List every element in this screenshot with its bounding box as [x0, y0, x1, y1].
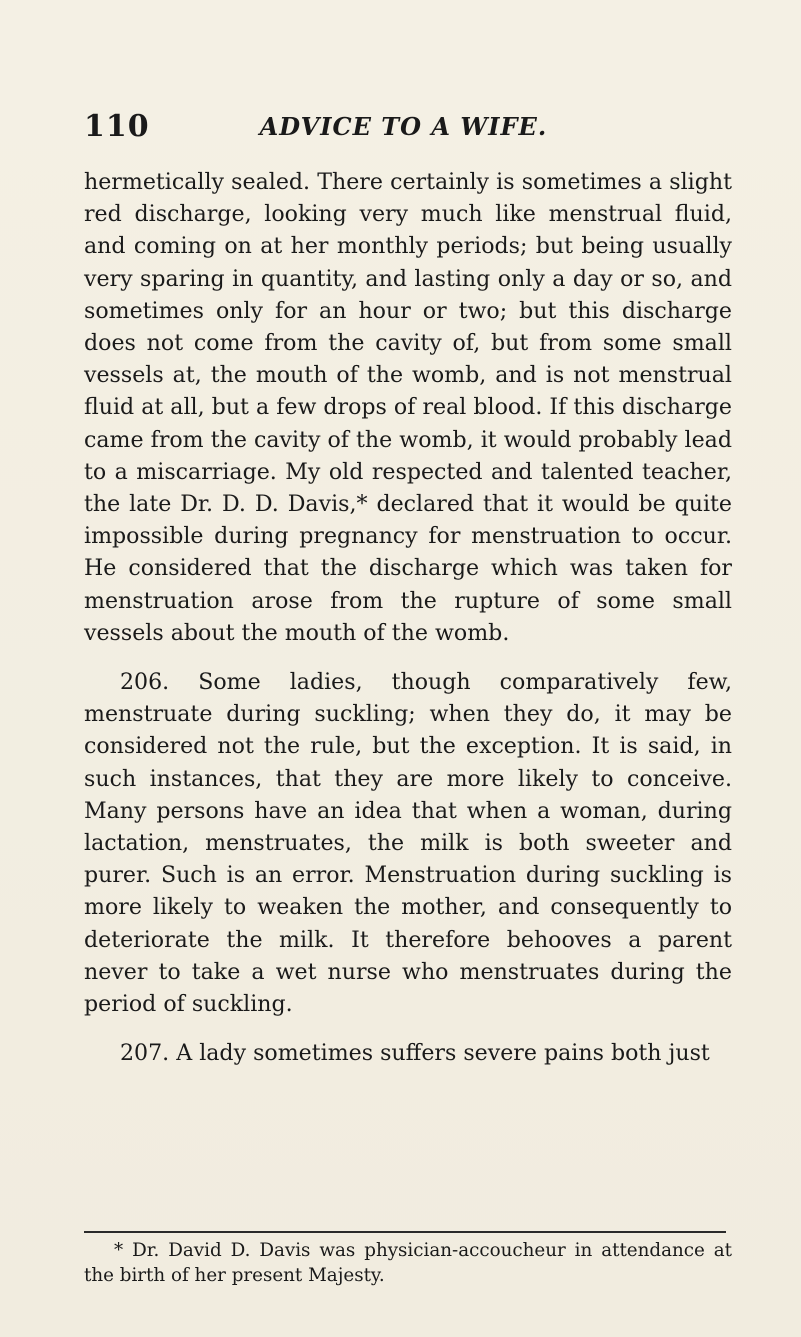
footnote: * Dr. David D. Davis was physician-accoucheur in attendance at the birth of her present Majesty. [84, 1240, 732, 1286]
page-number: 110 [84, 108, 150, 144]
running-title: ADVICE TO A WIFE. [259, 111, 548, 141]
paragraph-206: 206. Some ladies, though comparatively few, menstruate during suckling; when they do, it may be considered not the rule, but the exception. It is said, in such instances, that they are more likely to conceive. Many persons have an idea that when a woman, during lactation, menstruates, the milk is both sweeter and purer. Such is an error. Menstruation during suckling is more likely to weaken the mother, and consequently to deteriorate the milk. It therefore behooves a parent never to take a wet nurse who menstruates during the period of suckling. [84, 669, 732, 1018]
running-head [84, 106, 732, 146]
body-text [84, 166, 732, 1069]
paragraph-207: 207. A lady sometimes suffers severe pains both just [120, 1040, 710, 1067]
footnote-rule [84, 1231, 726, 1233]
paragraph-continued: hermetically sealed. There certainly is sometimes a slight red discharge, looking very much like menstrual fluid, and coming on at her monthly periods; but being usually very sparing in quantity, and lasting only a day or so, and sometimes only for an hour or two; but this discharge does not come from the cavity of, but from some small vessels at, the mouth of the womb, and is not menstrual fluid at all, but a few drops of real blood. If this discharge came from the cavity of the womb, it would probably lead to a miscarriage. My old respected and talented teacher, the late Dr. D. D. Davis,* declared that it would be quite impossible during pregnancy for menstruation to occur. He considered that the discharge which was taken for menstruation arose from the rupture of some small vessels about the mouth of the womb. [84, 169, 732, 646]
